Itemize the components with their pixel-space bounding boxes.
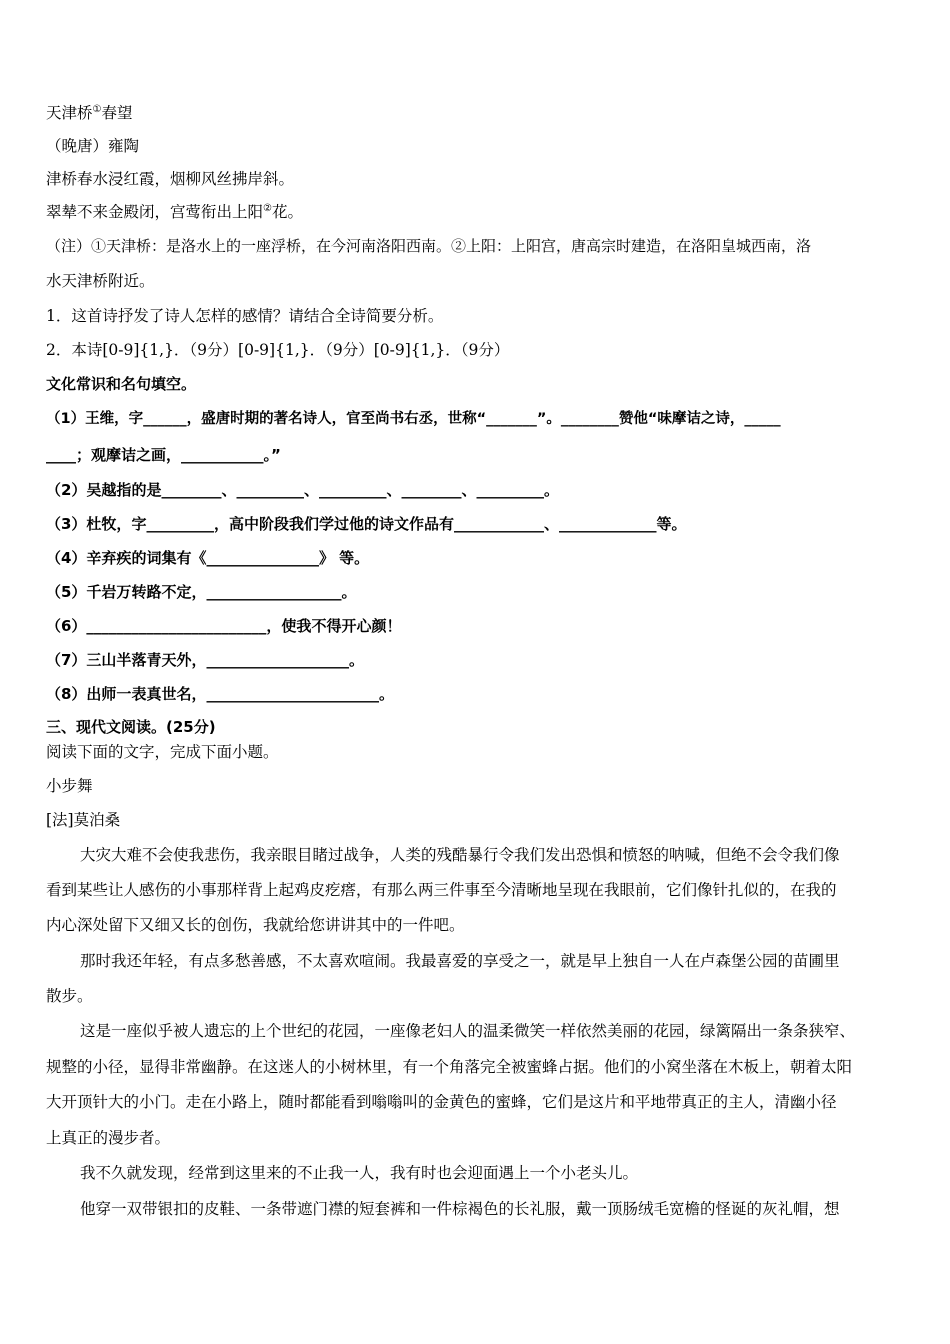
poem-author: （晚唐）雍陶 bbox=[46, 137, 140, 155]
paragraph-line: 那时我还年轻，有点多愁善感，不太喜欢喧闹。我最喜爱的享受之一，就是早上独自一人在卢森堡公园的苗圃里 bbox=[80, 952, 840, 970]
reading-heading: 三、现代文阅读。(25分) bbox=[46, 718, 216, 736]
poem-line-1: 津桥春水浸红霞，烟柳风丝拂岸斜。 bbox=[46, 170, 295, 188]
reading-instruction: 阅读下面的文字，完成下面小题。 bbox=[46, 743, 279, 761]
culture-item-5: （5）千岩万转路不定，__________________。 bbox=[46, 583, 357, 601]
culture-item-2: （2）吴越指的是________、_________、_________、________、_________。 bbox=[46, 481, 559, 499]
paragraph-line: 上真正的漫步者。 bbox=[46, 1129, 171, 1147]
culture-item-7: （7）三山半落青天外，___________________。 bbox=[46, 651, 364, 669]
culture-item-6: （6）________________________，使我不得开心颜！ bbox=[46, 617, 402, 635]
poem-title: 天津桥①春望 bbox=[46, 103, 133, 122]
poem-note: （注）①天津桥：是洛水上的一座浮桥，在今河南洛阳西南。②上阳：上阳宫，唐高宗时建造，在洛阳皇城西南，洛 bbox=[46, 237, 812, 255]
culture-item-1: （1）王维，字______，盛唐时期的著名诗人，官至尚书右丞，世称“_______”。________赞他“味摩诘之诗，_____ bbox=[46, 411, 781, 427]
paragraph-line: 散步。 bbox=[46, 987, 93, 1005]
culture-item-1-cont: ____；观摩诘之画，___________。” bbox=[46, 446, 281, 464]
culture-item-3: （3）杜牧，字_________，高中阶段我们学过他的诗文作品有____________、_____________等。 bbox=[46, 515, 687, 533]
paragraph-line: 我不久就发现，经常到这里来的不止我一人，我有时也会迎面遇上一个小老头儿。 bbox=[80, 1164, 639, 1182]
culture-item-4: （4）辛弃疾的词集有《_______________》 等。 bbox=[46, 549, 370, 567]
question-1: 1．这首诗抒发了诗人怎样的感情？请结合全诗简要分析。 bbox=[46, 307, 444, 325]
reading-title: 小步舞 bbox=[46, 777, 93, 795]
paragraph-line: 他穿一双带银扣的皮鞋、一条带遮门襟的短套裤和一件棕褐色的长礼服，戴一顶肠绒毛宽檐的怪诞的灰礼帽，想 bbox=[80, 1200, 840, 1218]
culture-item-8: （8）出师一表真世名，_______________________。 bbox=[46, 685, 394, 703]
reading-author: [法]莫泊桑 bbox=[46, 811, 121, 829]
paragraph-line: 规整的小径，显得非常幽静。在这迷人的小树林里，有一个角落完全被蜜蜂占据。他们的小窝坐落在木板上，朝着太阳 bbox=[46, 1058, 853, 1076]
poem-note-cont: 水天津桥附近。 bbox=[46, 272, 155, 290]
paragraph-line: 大开顶针大的小门。走在小路上，随时都能看到嗡嗡叫的金黄色的蜜蜂，它们是这片和平地带真正的主人，清幽小径 bbox=[46, 1093, 837, 1111]
question-2: 2．本诗[0-9]{1,}．（9分）[0-9]{1,}．（9分）[0-9]{1,}．（9分） bbox=[46, 341, 510, 359]
paragraph-line: 这是一座似乎被人遗忘的上个世纪的花园，一座像老妇人的温柔微笑一样依然美丽的花园，绿篱隔出一条条狭窄、 bbox=[80, 1022, 856, 1040]
paragraph-line: 看到某些让人感伤的小事那样背上起鸡皮疙瘩，有那么两三件事至今清晰地呈现在我眼前，它们像针扎似的，在我的 bbox=[46, 881, 837, 899]
culture-heading: 文化常识和名句填空。 bbox=[46, 375, 197, 393]
paragraph-line: 内心深处留下又细又长的创伤，我就给您讲讲其中的一件吧。 bbox=[46, 916, 465, 934]
poem-line-2: 翠辇不来金殿闭，宫莺衔出上阳②花。 bbox=[46, 202, 303, 221]
paragraph-line: 大灾大难不会使我悲伤，我亲眼目睹过战争，人类的残酷暴行令我们发出恐惧和愤怒的呐喊，但绝不会令我们像 bbox=[80, 846, 840, 864]
